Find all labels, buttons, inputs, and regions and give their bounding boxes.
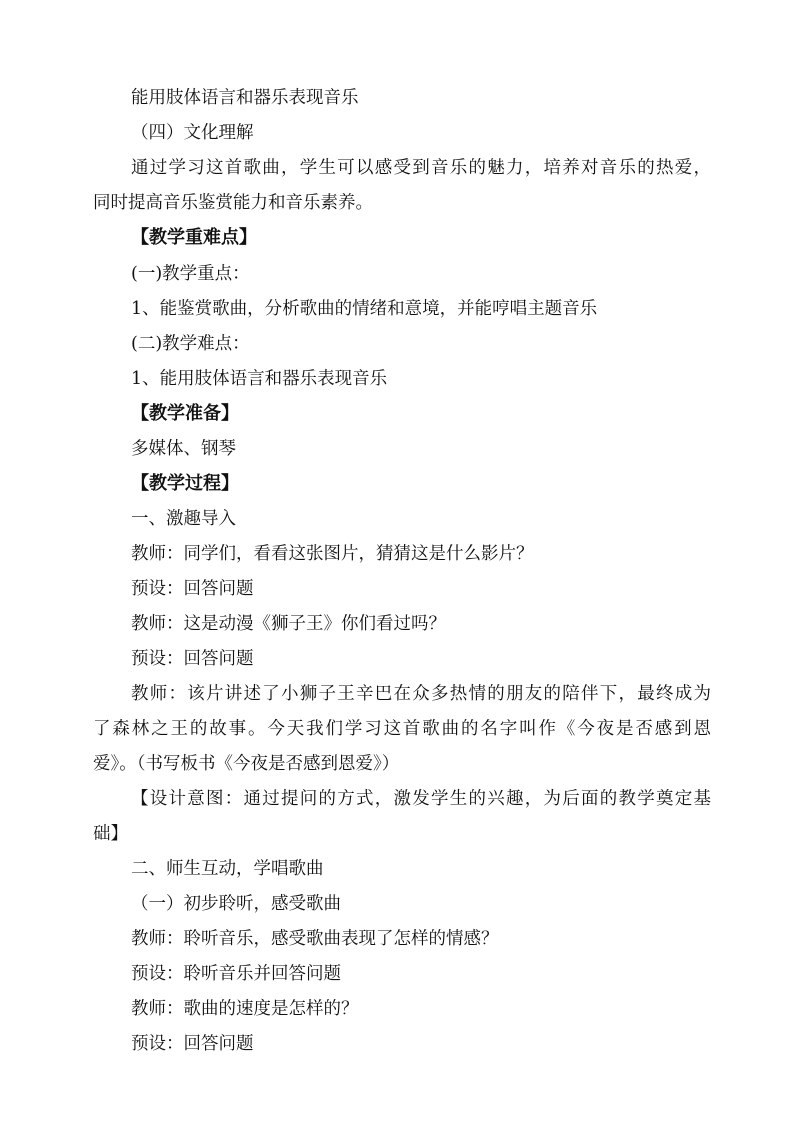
paragraph-objective-expression: 能用肢体语言和器乐表现音乐 bbox=[131, 88, 359, 108]
section-introduction: 一、激趣导入 bbox=[131, 509, 236, 529]
subheading-key-points: (一)教学重点： bbox=[131, 264, 250, 284]
section-cultural-understanding: （四）文化理解 bbox=[131, 123, 254, 143]
subheading-difficult-points: (二)教学难点： bbox=[131, 334, 250, 354]
paragraph-cultural-line-2: 同时提高音乐鉴赏能力和音乐素养。 bbox=[93, 193, 373, 213]
dialogue-teacher-2: 教师：这是动漫《狮子王》你们看过吗？ bbox=[131, 614, 446, 634]
heading-preparation: 【教学准备】 bbox=[131, 403, 239, 424]
design-intent-line-1: 【设计意图：通过提问的方式，激发学生的兴趣，为后面的教学奠定基 bbox=[131, 789, 711, 809]
heading-teaching-process: 【教学过程】 bbox=[131, 473, 239, 494]
dialogue-preset-2: 预设：回答问题 bbox=[131, 649, 254, 669]
dialogue-teacher-1: 教师：同学们，看看这张图片，猜猜这是什么影片？ bbox=[131, 544, 534, 564]
paragraph-preparation-items: 多媒体、钢琴 bbox=[131, 439, 236, 459]
paragraph-cultural-line-1: 通过学习这首歌曲，学生可以感受到音乐的魅力，培养对音乐的热爱， bbox=[131, 158, 711, 178]
design-intent-line-2: 础】 bbox=[93, 824, 128, 844]
section-interaction: 二、师生互动，学唱歌曲 bbox=[131, 859, 324, 879]
subsection-first-listen: （一）初步聆听，感受歌曲 bbox=[131, 894, 341, 914]
dialogue-teacher-3-line-1: 教师：该片讲述了小狮子王辛巴在众多热情的朋友的陪伴下，最终成为 bbox=[131, 684, 711, 704]
dialogue-preset-4: 预设：回答问题 bbox=[131, 1034, 254, 1054]
dialogue-teacher-4: 教师：聆听音乐，感受歌曲表现了怎样的情感？ bbox=[131, 929, 499, 949]
dialogue-teacher-3-line-3: 爱》。（书写板书《今夜是否感到恩爱》） bbox=[93, 754, 400, 774]
dialogue-preset-3: 预设：聆听音乐并回答问题 bbox=[131, 964, 341, 984]
dialogue-preset-1: 预设：回答问题 bbox=[131, 579, 254, 599]
dialogue-teacher-5: 教师：歌曲的速度是怎样的？ bbox=[131, 999, 359, 1019]
heading-key-difficult-points: 【教学重难点】 bbox=[131, 227, 257, 248]
dialogue-teacher-3-line-2: 了森林之王的故事。今天我们学习这首歌曲的名字叫作《今夜是否感到恩 bbox=[93, 719, 711, 739]
list-item-difficult-point-1: 1、能用肢体语言和器乐表现音乐 bbox=[131, 369, 388, 389]
list-item-key-point-1: 1、能鉴赏歌曲，分析歌曲的情绪和意境，并能哼唱主题音乐 bbox=[131, 299, 598, 319]
